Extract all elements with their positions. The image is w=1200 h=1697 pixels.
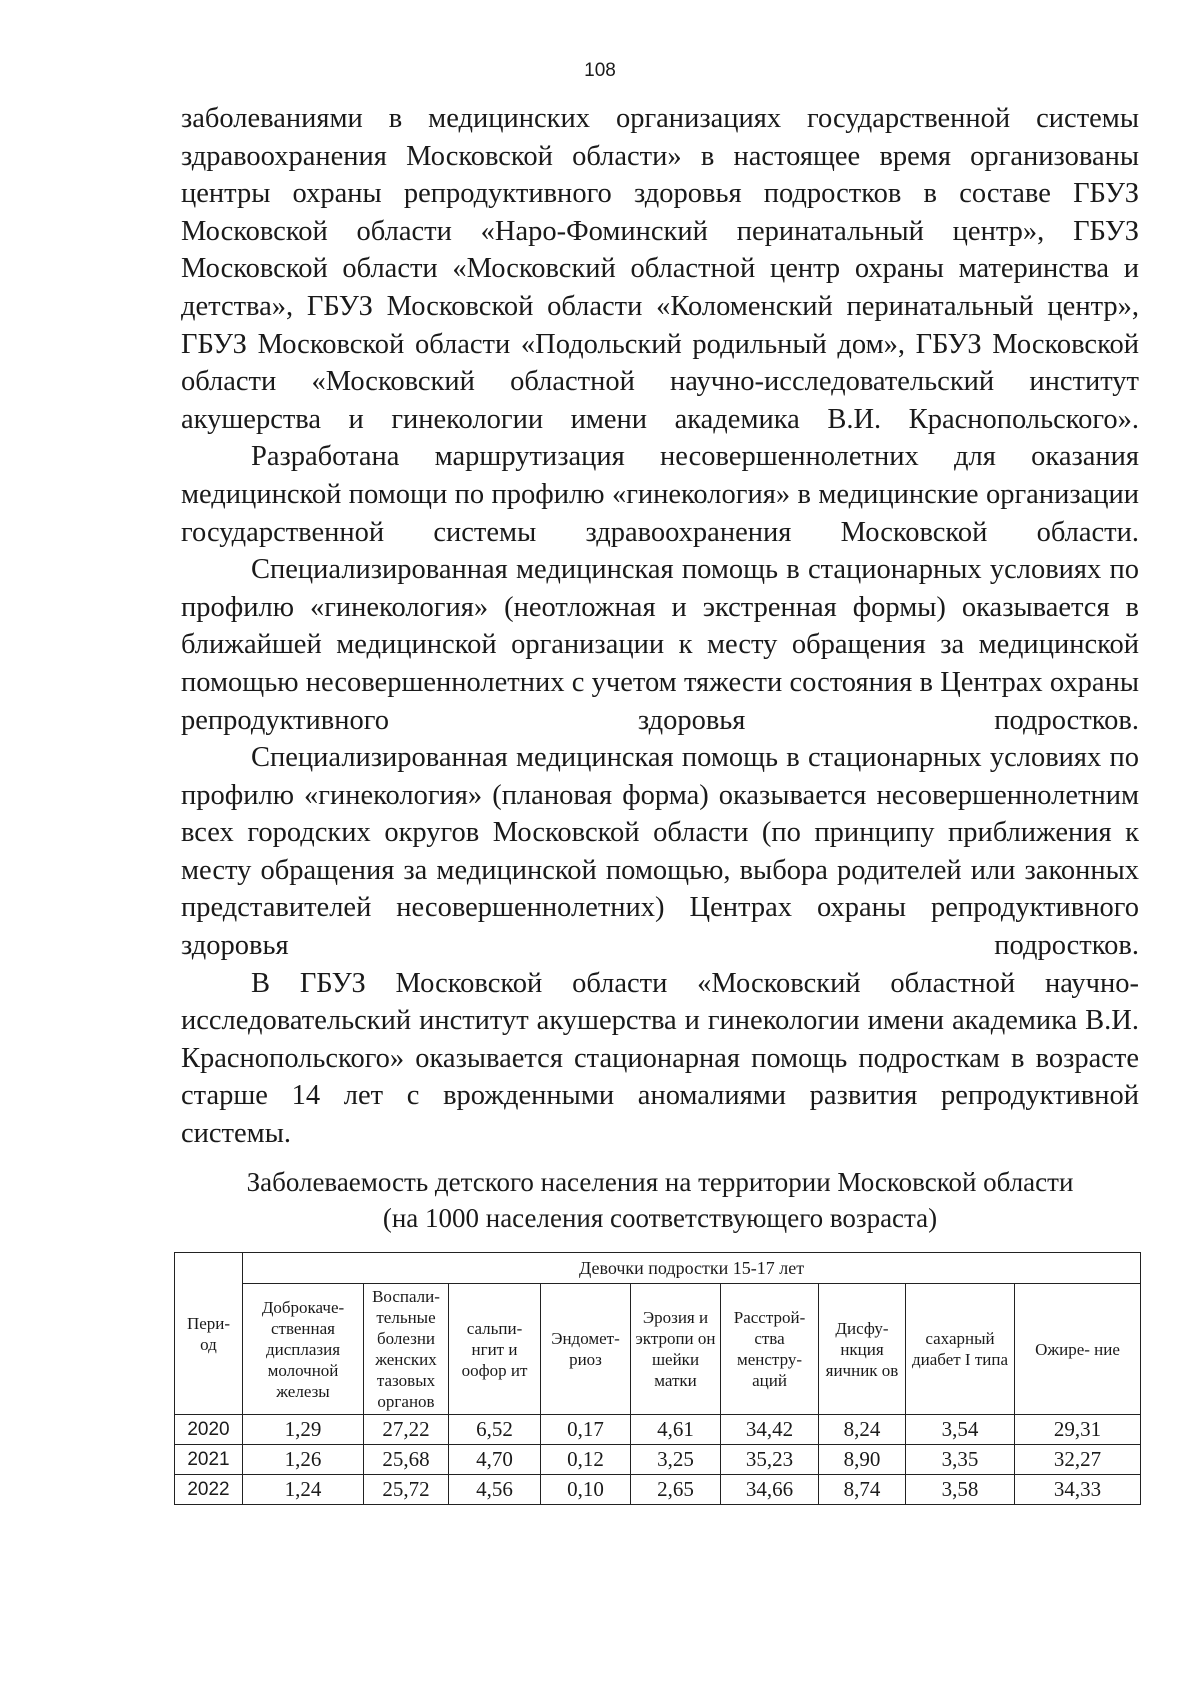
header-column-8: сахарный диабет I типа (906, 1284, 1015, 1415)
header-column-9: Ожире- ние (1015, 1284, 1141, 1415)
body-text (181, 100, 1139, 1153)
table-column-header-row (175, 1284, 1141, 1415)
paragraph-4: Специализированная медицинская помощь в стационарных условиях по профилю «гинекология» (плановая форма) оказывается несовершеннолетним всех городских округов Московской области (по принципу приближения к месту обращения за медицинской помощью, выбора родителей или законных представителей несовершеннолетних) Центрах охраны репродуктивного здоровья подростков. (181, 742, 1139, 962)
paragraph-1: заболеваниями в медицинских организациях государственной системы здравоохранения Московской области» в настоящее время организованы центры охраны репродуктивного здоровья подростков в составе ГБУЗ Московской области «Наро-Фоминский перинатальный центр», ГБУЗ Московской области «Московский областной центр охраны материнства и детства», ГБУЗ Московской области «Коломенский перинатальный центр», ГБУЗ Московской области «Подольский родильный дом», ГБУЗ Московской области «Московский областной научно-исследовательский институт акушерства и гинекологии имени академика В.И. Краснопольского». (181, 103, 1139, 435)
table-cell: 3,25 (631, 1445, 721, 1475)
table-cell: 34,66 (721, 1475, 819, 1505)
paragraph-2: Разработана маршрутизация несовершеннолетних для оказания медицинской помощи по профилю «гинекология» в медицинские организации государственной системы здравоохранения Московской области. (181, 441, 1139, 548)
table-cell: 1,26 (243, 1445, 364, 1475)
row-period: 2022 (175, 1475, 243, 1505)
table-group-header-row (175, 1253, 1141, 1284)
table-cell: 32,27 (1015, 1445, 1141, 1475)
row-period: 2021 (175, 1445, 243, 1475)
table-cell: 0,17 (541, 1415, 631, 1445)
table-cell: 6,52 (449, 1415, 541, 1445)
table-cell: 0,10 (541, 1475, 631, 1505)
table-row (175, 1415, 1141, 1445)
header-column-2: Воспали- тельные болезни женских тазовых органов (364, 1284, 449, 1415)
header-column-1: Доброкаче- ственная дисплазия молочной железы (243, 1284, 364, 1415)
table-cell: 4,61 (631, 1415, 721, 1445)
table-cell: 4,70 (449, 1445, 541, 1475)
table-caption-line-1: Заболеваемость детского населения на территории Московской области (246, 1167, 1074, 1197)
page-number: 108 (584, 60, 616, 81)
header-group: Девочки подростки 15-17 лет (243, 1253, 1141, 1284)
table-caption (181, 1164, 1139, 1236)
table-row (175, 1445, 1141, 1475)
header-column-4: Эндомет- риоз (541, 1284, 631, 1415)
table-cell: 8,24 (819, 1415, 906, 1445)
table-cell: 25,72 (364, 1475, 449, 1505)
table-cell: 3,58 (906, 1475, 1015, 1505)
table-cell: 0,12 (541, 1445, 631, 1475)
morbidity-table (174, 1252, 1141, 1505)
table-cell: 34,33 (1015, 1475, 1141, 1505)
paragraph-3: Специализированная медицинская помощь в стационарных условиях по профилю «гинекология» (неотложная и экстренная формы) оказывается в ближайшей медицинской организации к месту обращения за медицинской помощью несовершеннолетних с учетом тяжести состояния в Центрах охраны репродуктивного здоровья подростков. (181, 554, 1139, 736)
header-column-3: сальпи- нгит и оофор ит (449, 1284, 541, 1415)
table-cell: 3,35 (906, 1445, 1015, 1475)
table-cell: 4,56 (449, 1475, 541, 1505)
paragraph-5: В ГБУЗ Московской области «Московский областной научно-исследовательский институт акушерства и гинекологии имени академика В.И. Краснопольского» оказывается стационарная помощь подросткам в возрасте старше 14 лет с врожденными аномалиями развития репродуктивной системы. (181, 967, 1139, 1150)
table-cell: 8,90 (819, 1445, 906, 1475)
table-cell: 1,24 (243, 1475, 364, 1505)
table-cell: 34,42 (721, 1415, 819, 1445)
header-column-7: Дисфу- нкция яичник ов (819, 1284, 906, 1415)
table-cell: 35,23 (721, 1445, 819, 1475)
table-caption-line-2: (на 1000 населения соответствующего возраста) (382, 1203, 938, 1233)
table-cell: 29,31 (1015, 1415, 1141, 1445)
header-period: Пери- од (175, 1253, 243, 1415)
table-cell: 1,29 (243, 1415, 364, 1445)
table-cell: 25,68 (364, 1445, 449, 1475)
header-column-5: Эрозия и эктропи он шейки матки (631, 1284, 721, 1415)
header-column-6: Расстрой- ства менстру- аций (721, 1284, 819, 1415)
table-row (175, 1475, 1141, 1505)
row-period: 2020 (175, 1415, 243, 1445)
table-cell: 3,54 (906, 1415, 1015, 1445)
table-cell: 2,65 (631, 1475, 721, 1505)
table-cell: 27,22 (364, 1415, 449, 1445)
table-cell: 8,74 (819, 1475, 906, 1505)
